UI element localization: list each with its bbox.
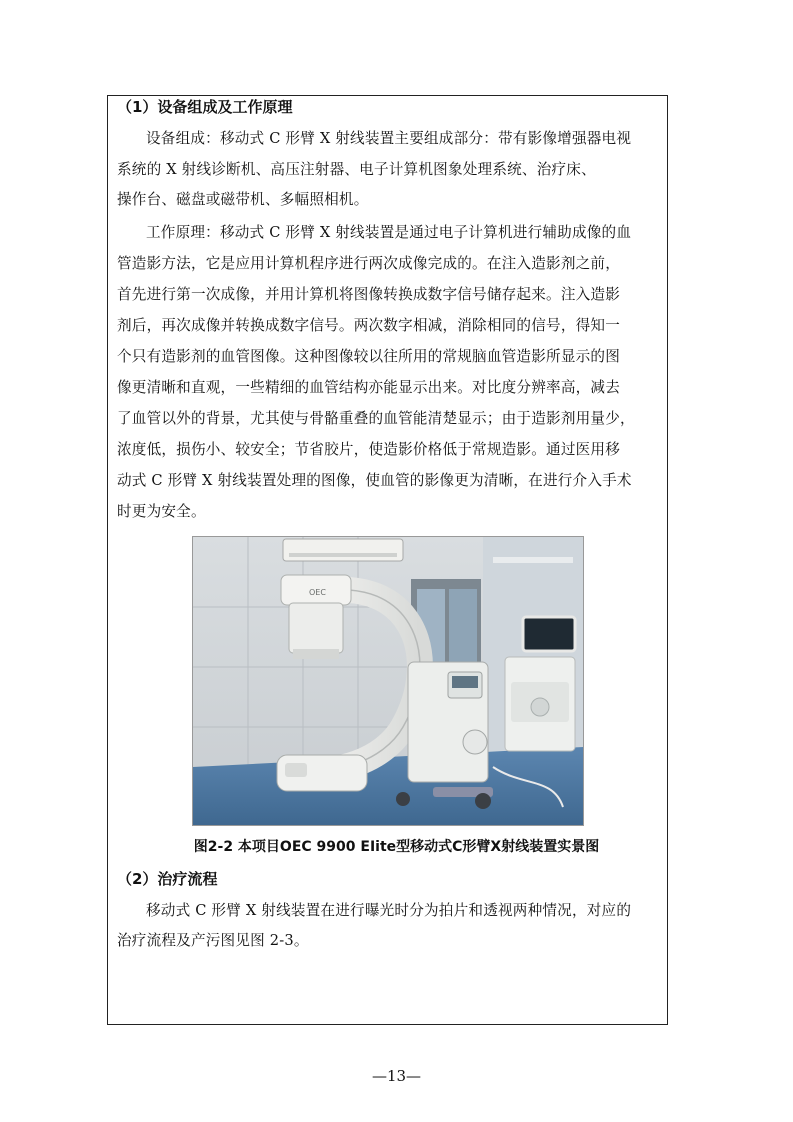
principle-line-4: 剂后，再次成像并转换成数字信号。两次数字相减，消除相同的信号，得知一: [117, 317, 620, 334]
c-arm-device-photo: [192, 536, 584, 826]
section-heading-equipment: （1）设备组成及工作原理: [117, 98, 293, 116]
treatment-line-2: 治疗流程及产污图见图 2-3。: [117, 932, 309, 949]
device-brand-label: OEC: [309, 588, 326, 597]
composition-line-1: 设备组成：移动式 C 形臂 X 射线装置主要组成部分：带有影像增强器电视: [146, 130, 632, 147]
principle-line-9: 动式 C 形臂 X 射线装置处理的图像，使血管的影像更为清晰，在进行介入手术: [117, 472, 632, 489]
c-arm-device-illustration: [193, 537, 583, 825]
principle-line-6: 像更清晰和直观，一些精细的血管结构亦能显示出来。对比度分辨率高，减去: [117, 379, 620, 396]
section-heading-treatment: （2）治疗流程: [117, 870, 218, 888]
composition-line-2: 系统的 X 射线诊断机、高压注射器、电子计算机图象处理系统、治疗床、: [117, 161, 596, 178]
principle-line-7: 了血管以外的背景，尤其使与骨骼重叠的血管能清楚显示；由于造影剂用量少，: [117, 410, 635, 427]
page-number: —13—: [371, 1067, 422, 1085]
principle-line-10: 时更为安全。: [117, 503, 206, 520]
principle-line-3: 首先进行第一次成像，并用计算机将图像转换成数字信号储存起来。注入造影: [117, 286, 620, 303]
composition-line-3: 操作台、磁盘或磁带机、多幅照相机。: [117, 191, 369, 208]
principle-line-5: 个只有造影剂的血管图像。这种图像较以往所用的常规脑血管造影所显示的图: [117, 348, 620, 365]
principle-line-8: 浓度低，损伤小、较安全；节省胶片，使造影价格低于常规造影。通过医用移: [117, 441, 620, 458]
principle-line-2: 管造影方法，它是应用计算机程序进行两次成像完成的。在注入造影剂之前，: [117, 255, 620, 272]
figure-caption: 图2-2 本项目OEC 9900 EIite型移动式C形臂X射线装置实景图: [193, 839, 600, 855]
principle-line-1: 工作原理：移动式 C 形臂 X 射线装置是通过电子计算机进行辅助成像的血: [146, 224, 632, 241]
treatment-line-1: 移动式 C 形臂 X 射线装置在进行曝光时分为拍片和透视两种情况，对应的: [146, 902, 632, 919]
